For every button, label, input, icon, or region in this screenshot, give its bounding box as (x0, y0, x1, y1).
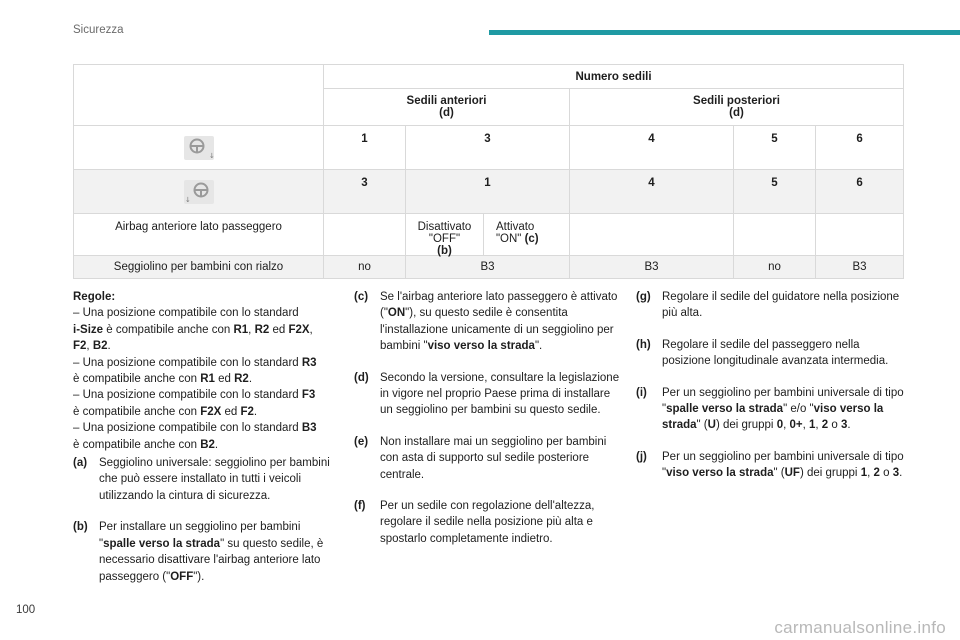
table-cell: 4 (570, 170, 734, 214)
rule-line: è compatibile anche con R1 ed R2. (73, 373, 253, 386)
table-cell: 3 (406, 126, 570, 170)
note-a: (a) Seggiolino universale: seggiolino per bambini che può essere installato in tutti i veicoli utilizzando la cintura di sicurezza. (73, 457, 330, 502)
airbag-on-cell: Attivato "ON" (c) (495, 221, 539, 245)
header-accent-bar (489, 30, 960, 35)
rule-line: – Una posizione compatibile con lo standard B3 (73, 422, 317, 435)
steering-wheel-right-icon (183, 179, 215, 205)
rule-line: i-Size è compatibile anche con R1, R2 ed F2X, (73, 323, 313, 336)
airbag-row-label: Airbag anteriore lato passeggero (74, 214, 324, 256)
rule-line: – Una posizione compatibile con lo standard F3 (73, 389, 316, 402)
table-cell-empty (324, 214, 406, 256)
table-cell-empty (816, 214, 904, 256)
table-cell: 4 (570, 126, 734, 170)
note-c: (c) Se l'airbag anteriore lato passeggero è attivato ("ON"), su questo sedile è consentita l'installazione unicamente di un seggiolino per bambini "viso verso la strada". (354, 291, 618, 353)
table-cell: 6 (816, 126, 904, 170)
note-d: (d) Secondo la versione, consultare la legislazione in vigore nel proprio Paese prima di installare un seggiolino per bambini su questo sedile. (354, 371, 620, 417)
watermark: carmanualsonline.info (774, 618, 946, 637)
table-cell: 6 (816, 170, 904, 214)
note-f: (f) Per un sedile con regolazione dell'altezza, regolare il sedile nella posizione più alta e spostarlo completamente indietro. (354, 500, 595, 545)
booster-row-label: Seggiolino per bambini con rialzo (74, 256, 324, 279)
table-cell-empty (570, 214, 734, 256)
table-row-rhd (74, 170, 324, 214)
rule-line: è compatibile anche con F2X ed F2. (73, 405, 258, 418)
table-cell-empty (734, 214, 816, 256)
seat-compatibility-table (73, 64, 904, 279)
table-cell: no (324, 256, 406, 279)
table-header-rear-seats: Sedili posteriori (d) (570, 89, 904, 126)
rule-line: – Una posizione compatibile con lo standard (73, 307, 299, 320)
airbag-off-cell: Disattivato "OFF" (b) (406, 214, 484, 255)
notes-column-2 (354, 289, 620, 562)
note-b: (b) Per installare un seggiolino per bambini "spalle verso la strada" su questo sedile, è necessario disattivare l'airbag anteriore lato passeggero ("OFF"). (73, 521, 324, 583)
rules-title: Regole: (73, 291, 116, 303)
note-j: (j) Per un seggiolino per bambini universale di tipo "viso verso la strada" (UF) dei gruppi 1, 2 o 3. (636, 450, 904, 480)
notes-column-3 (636, 289, 904, 497)
note-h: (h) Regolare il sedile del passeggero nella posizione longitudinale avanzata intermedia. (636, 338, 889, 368)
note-e: (e) Non installare mai un seggiolino per bambini con asta di supporto sul sedile posteriore centrale. (354, 435, 607, 481)
table-cell: 1 (406, 170, 570, 214)
table-row-lhd (74, 126, 324, 170)
svg-text:↓: ↓ (184, 195, 191, 204)
page-number: 100 (16, 604, 36, 616)
note-g: (g) Regolare il sedile del guidatore nella posizione più alta. (636, 291, 900, 320)
table-cell: 3 (324, 170, 406, 214)
table-cell: no (734, 256, 816, 279)
table-cell: B3 (406, 256, 570, 279)
rule-line: è compatibile anche con B2. (73, 438, 219, 451)
rule-line: F2, B2. (73, 340, 111, 353)
table-cell: B3 (570, 256, 734, 279)
rule-line: – Una posizione compatibile con lo standard R3 (73, 356, 317, 369)
split-cell-airbag (406, 214, 570, 256)
table-header-front-seats: Sedili anteriori (d) (324, 89, 570, 126)
rules-column (73, 289, 335, 600)
table-corner-cell (74, 65, 324, 126)
table-cell: 5 (734, 170, 816, 214)
section-title: Sicurezza (73, 24, 124, 36)
table-cell: 5 (734, 126, 816, 170)
svg-text:↓: ↓ (208, 151, 215, 160)
note-i: (i) Per un seggiolino per bambini universale di tipo "spalle verso la strada" e/o "viso verso la strada" (U) dei gruppi 0, 0+, 1, 2 o 3. (636, 386, 904, 432)
table-cell: 1 (324, 126, 406, 170)
table-cell: B3 (816, 256, 904, 279)
table-header-numero-sedili: Numero sedili (324, 65, 904, 89)
steering-wheel-left-icon (183, 135, 215, 161)
